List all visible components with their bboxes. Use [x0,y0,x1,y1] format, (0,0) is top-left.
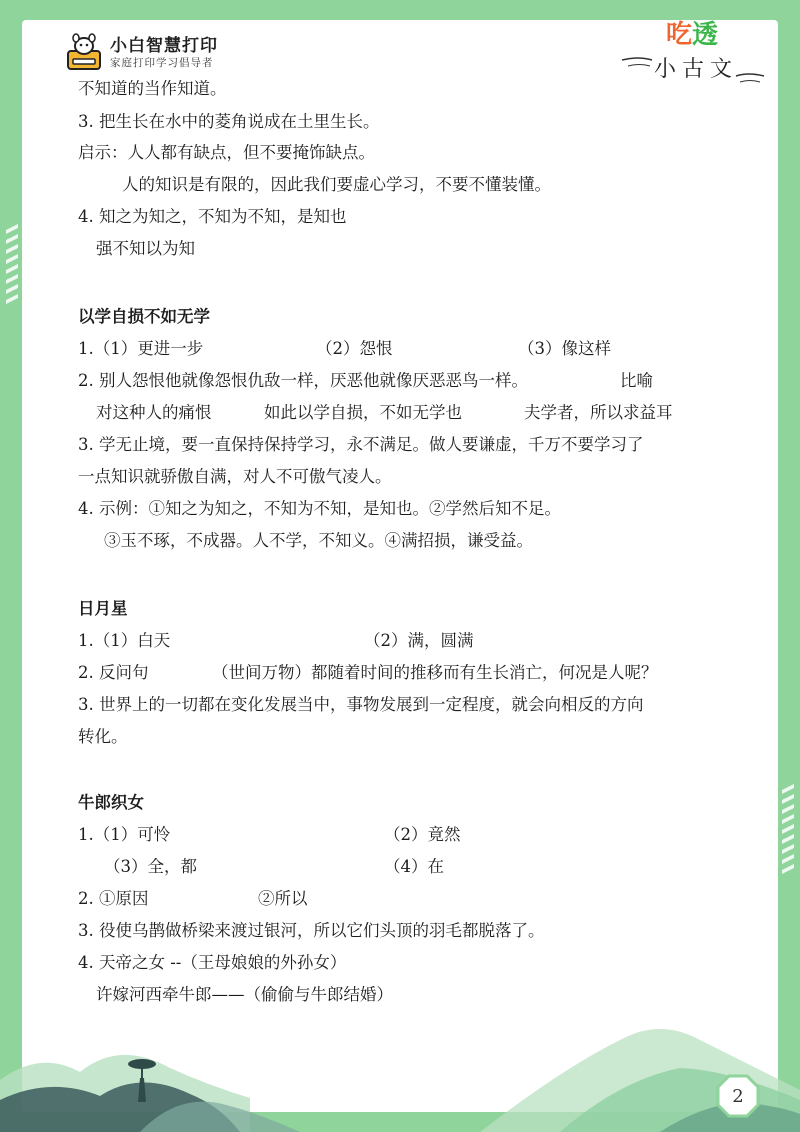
text-line: 许嫁河西牵牛郎——（偷偷与牛郎结婚） [96,985,393,1004]
section-heading: 以学自损不如无学 [78,307,210,326]
text-line: 1.（1）白天 [78,631,171,650]
series-title-bottom: 小古文 [654,57,739,82]
text-line: （4）在 [384,857,444,876]
page-number-badge [716,1074,760,1118]
text-line: 2. 别人怨恨他就像怨恨仇敌一样，厌恶他就像厌恶恶鸟一样。 [78,371,528,390]
text-line: 如此以学自损，不如无学也 [264,403,462,422]
text-line: ③玉不琢，不成器。人不学，不知义。④满招损，谦受益。 [104,531,533,550]
series-logo [618,14,768,84]
left-stripe-decoration [2,220,22,320]
text-line: 4. 天帝之女 --（王母娘娘的外孙女） [78,953,347,972]
right-stripe-decoration [778,780,798,890]
text-line: 启示：人人都有缺点，但不要掩饰缺点。 [78,143,375,162]
text-line: 转化。 [78,727,128,746]
series-title-top [666,14,718,51]
text-line: 3. 役使乌鹊做桥梁来渡过银河，所以它们头顶的羽毛都脱落了。 [78,921,545,940]
brand-tagline: 家庭打印学习倡导者 [110,57,214,69]
text-line: （2）怨恨 [316,339,393,358]
text-line: ②所以 [258,889,308,908]
text-line: 3. 把生长在水中的菱角说成在土里生长。 [78,112,380,131]
text-line: 对这种人的痛恨 [96,403,212,422]
text-line: 强不知以为知 [96,239,195,258]
printer-mascot-icon [64,33,104,73]
text-line: （世间万物）都随着时间的推移而有生长消亡，何况是人呢？ [212,663,658,682]
text-line: （3）像这样 [518,339,611,358]
text-line: 3. 学无止境，要一直保持保持学习，永不满足。做人要谦虚，千万不要学习了 [78,435,644,454]
page-number: 2 [732,1085,744,1107]
text-line: 2. ①原因 [78,889,149,908]
text-line: 不知道的当作知道。 [78,79,227,98]
section-heading: 日月星 [78,599,128,618]
text-line: 夫学者，所以求益耳 [524,403,673,422]
text-line: 3. 世界上的一切都在变化发展当中，事物发展到一定程度，就会向相反的方向 [78,695,644,714]
brand-header [64,32,218,74]
text-line: 人的知识是有限的，因此我们要虚心学习，不要不懂装懂。 [122,175,551,194]
series-char-through: 透 [692,20,719,50]
section-heading: 牛郎织女 [78,793,144,812]
text-line: 1.（1）可怜 [78,825,171,844]
text-line: 比喻 [620,371,653,390]
text-line: 4. 示例：①知之为知之，不知为不知，是知也。②学然后知不足。 [78,499,561,518]
brand-name: 小白智慧打印 [110,36,218,56]
text-line: （3）全，都 [104,857,197,876]
series-char-eat: 吃 [666,20,693,50]
text-line: 一点知识就骄傲自满，对人不可傲气凌人。 [78,467,392,486]
text-line: （2）满，圆满 [364,631,474,650]
text-line: 4. 知之为知之，不知为不知，是知也 [78,207,347,226]
text-line: 2. 反问句 [78,663,149,682]
text-line: 1.（1）更进一步 [78,339,204,358]
text-line: （2）竟然 [384,825,461,844]
mountain-scenery [0,1010,800,1132]
